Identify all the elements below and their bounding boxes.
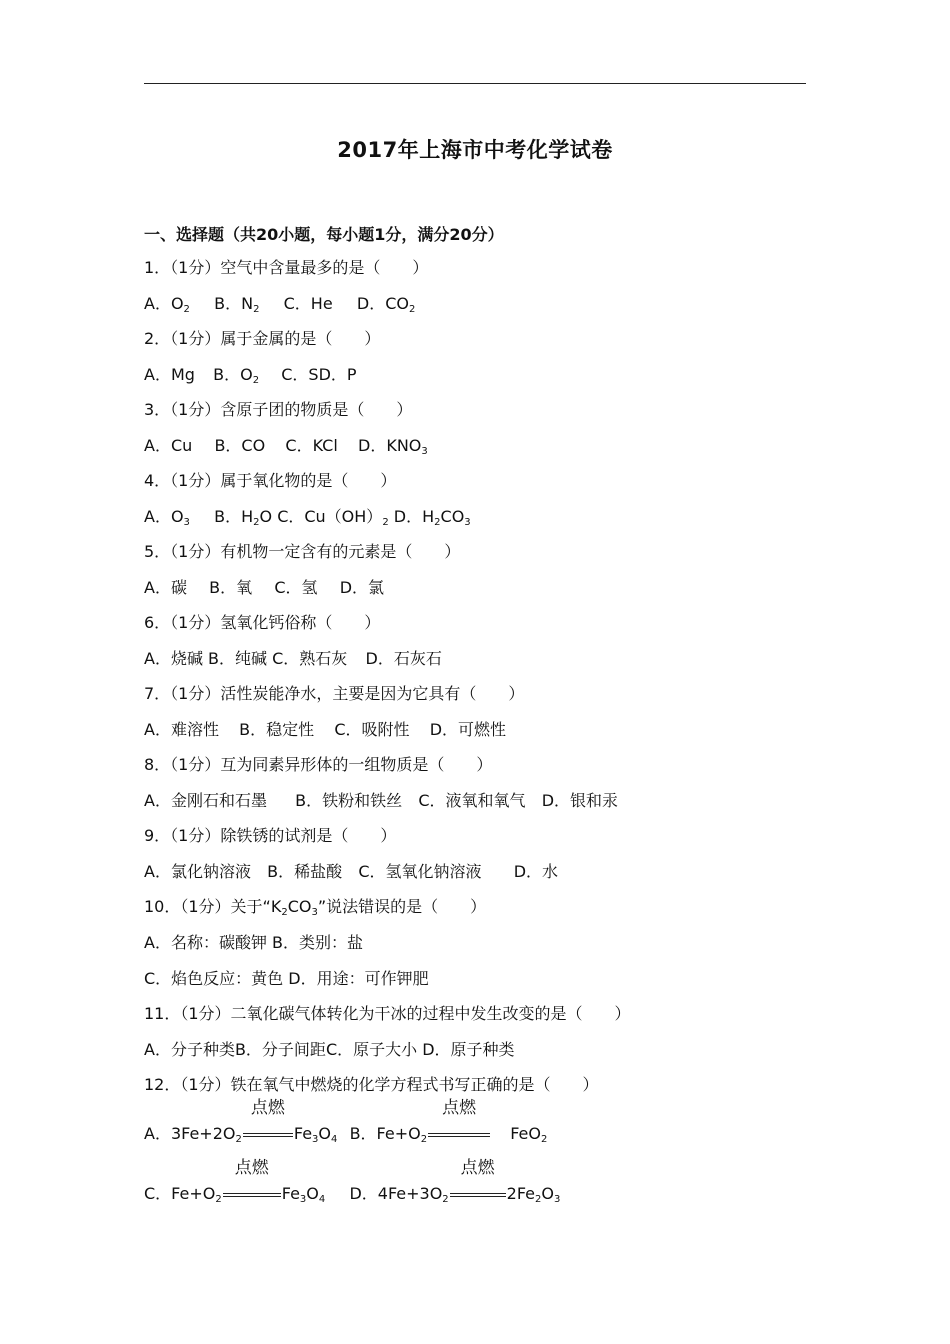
- answers-4: [144, 506, 471, 534]
- answers-12-row2: [144, 1158, 561, 1211]
- question-12: 12．（1分）铁在氧气中燃烧的化学方程式书写正确的是（ ）: [144, 1075, 599, 1094]
- option-b[interactable]: B．类别：盐: [272, 933, 364, 952]
- question-4: 4．（1分）属于氧化物的是（ ）: [144, 471, 397, 490]
- option-d[interactable]: D．$CO_2$: [356, 294, 416, 315]
- option-d[interactable]: D．原子种类: [422, 1040, 515, 1059]
- option-c[interactable]: C．吸附性: [334, 720, 410, 739]
- answers-10-row1: [144, 932, 363, 954]
- option-a[interactable]: A．烧碱: [144, 649, 203, 668]
- answers-7: [144, 719, 506, 741]
- option-c[interactable]: C．S: [281, 365, 319, 384]
- option-d[interactable]: D．可燃性: [429, 720, 507, 739]
- answers-8: [144, 790, 618, 812]
- option-a[interactable]: A．分子种类: [144, 1040, 235, 1059]
- answers-1: [144, 293, 415, 321]
- answers-9: [144, 861, 558, 883]
- option-a[interactable]: A．氯化钠溶液: [144, 862, 251, 881]
- question-5: 5．（1分）有机物一定含有的元素是（ ）: [144, 542, 461, 561]
- option-a[interactable]: A．金刚石和石墨: [144, 791, 267, 810]
- option-b[interactable]: B．纯碱: [208, 649, 268, 668]
- question-2: 2．（1分）属于金属的是（ ）: [144, 329, 381, 348]
- option-a[interactable]: A．难溶性: [144, 720, 219, 739]
- option-c[interactable]: C．焰色反应：黄色: [144, 969, 284, 988]
- option-c[interactable]: C．氢氧化钠溶液: [358, 862, 482, 881]
- page-title: 2017年上海市中考化学试卷: [337, 138, 613, 162]
- option-a[interactable]: A．$3Fe+2O_2$ 点燃 $Fe_3O_4$: [144, 1098, 338, 1145]
- reaction-arrow: 点燃: [242, 1123, 294, 1145]
- reaction-arrow: 点燃: [427, 1123, 491, 1145]
- question-6: 6．（1分）氢氧化钙俗称（ ）: [144, 613, 381, 632]
- option-c[interactable]: C．KCl: [285, 436, 338, 455]
- option-b[interactable]: B．氧: [209, 578, 253, 597]
- option-b[interactable]: B．分子间距: [234, 1040, 326, 1059]
- option-b[interactable]: B．稀盐酸: [267, 862, 343, 881]
- option-d[interactable]: D．氯: [339, 578, 385, 597]
- answers-11: [144, 1039, 515, 1061]
- header-rule: [144, 83, 806, 84]
- option-b[interactable]: B．$N_2$: [214, 294, 260, 315]
- answers-10-row2: [144, 968, 429, 990]
- option-d[interactable]: D．用途：可作钾肥: [288, 969, 429, 988]
- option-c[interactable]: C．He: [283, 294, 333, 313]
- option-b[interactable]: B．$Fe+O_2$ 点燃 FeO$_2$: [349, 1098, 548, 1145]
- section-heading: 一、选择题（共20小题，每小题1分，满分20分）: [144, 225, 504, 244]
- option-b[interactable]: B．铁粉和铁丝: [295, 791, 403, 810]
- answers-12-row1: [144, 1098, 548, 1151]
- answers-2: [144, 364, 357, 392]
- reaction-arrow: 点燃: [449, 1183, 507, 1205]
- option-a[interactable]: A．$O_2$: [144, 294, 190, 315]
- question-9: 9．（1分）除铁锈的试剂是（ ）: [144, 826, 397, 845]
- option-c[interactable]: C．$Fe+O_2$ 点燃 $Fe_3O_4$: [144, 1158, 326, 1205]
- option-b[interactable]: B．$O_2$: [213, 365, 260, 386]
- option-d[interactable]: D．P: [318, 365, 357, 384]
- answers-6: [144, 648, 442, 670]
- option-b[interactable]: B．CO: [214, 436, 266, 455]
- question-7: 7．（1分）活性炭能净水，主要是因为它具有（ ）: [144, 684, 525, 703]
- answers-5: [144, 577, 384, 599]
- question-3: 3．（1分）含原子团的物质是（ ）: [144, 400, 413, 419]
- option-c[interactable]: C．液氧和氧气: [418, 791, 526, 810]
- question-10: 10．（1分）关于“$K_2CO_3$”说法错误的是（ ）: [144, 897, 487, 918]
- option-b[interactable]: B．稳定性: [239, 720, 315, 739]
- option-d[interactable]: D．$H_2CO_3$: [393, 507, 471, 528]
- reaction-arrow: 点燃: [222, 1183, 282, 1205]
- option-d[interactable]: D．$KNO_3$: [358, 436, 428, 457]
- answers-3: [144, 435, 428, 463]
- option-d[interactable]: D．$4Fe+3O_2$ 点燃 $2Fe_2O_3$: [349, 1158, 561, 1205]
- question-11: 11．（1分）二氧化碳气体转化为干冰的过程中发生改变的是（ ）: [144, 1004, 631, 1023]
- option-d[interactable]: D．水: [513, 862, 559, 881]
- option-a[interactable]: A．碳: [144, 578, 187, 597]
- option-d[interactable]: D．银和汞: [541, 791, 619, 810]
- option-b[interactable]: B．$H_2O$: [214, 507, 273, 528]
- question-8: 8．（1分）互为同素异形体的一组物质是（ ）: [144, 755, 493, 774]
- option-c[interactable]: C．熟石灰: [272, 649, 348, 668]
- question-1: 1．（1分）空气中含量最多的是（ ）: [144, 258, 429, 277]
- option-a[interactable]: A．Cu: [144, 436, 193, 455]
- option-c[interactable]: C．氢: [274, 578, 318, 597]
- option-c[interactable]: C．$Cu(OH)_2$: [277, 507, 389, 528]
- option-a[interactable]: A．名称：碳酸钾: [144, 933, 267, 952]
- option-a[interactable]: A．Mg: [144, 365, 195, 384]
- option-a[interactable]: A．$O_3$: [144, 507, 190, 528]
- option-c[interactable]: C．原子大小: [325, 1040, 418, 1059]
- option-d[interactable]: D．石灰石: [365, 649, 442, 668]
